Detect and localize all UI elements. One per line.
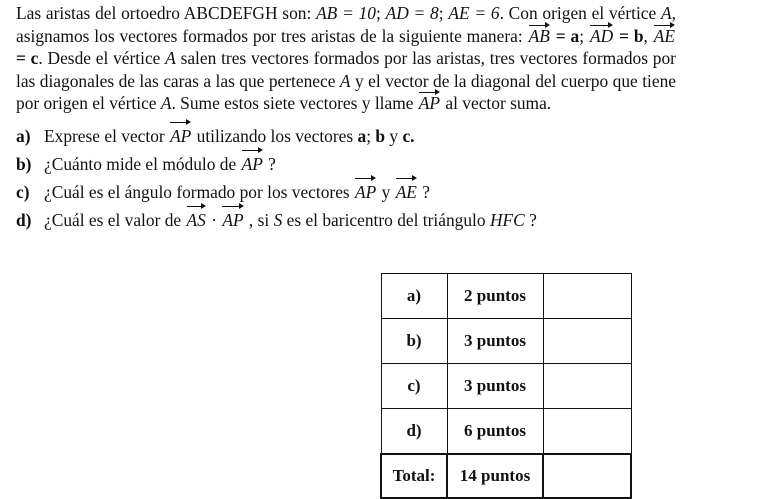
intro-text: , asignamos los vectores formados por tres aristas de la siguiente manera: bbox=[16, 3, 677, 46]
question-text: ? bbox=[263, 153, 276, 174]
score-points: 3 puntos bbox=[447, 364, 543, 409]
vector-ae: AE bbox=[653, 25, 675, 46]
score-part: b) bbox=[381, 319, 447, 364]
vector-ap: AP bbox=[221, 206, 244, 234]
question-text: ¿Cuánto mide el módulo de bbox=[44, 153, 241, 174]
vector-ab: AB bbox=[528, 25, 550, 46]
separator: y bbox=[385, 125, 403, 146]
vector-ae: AE bbox=[395, 178, 418, 206]
table-row bbox=[381, 364, 631, 409]
vertex-label: A bbox=[165, 48, 176, 69]
question-text: es el baricentro del triángulo bbox=[282, 209, 490, 230]
intro-text: y el vector de la diagonal del cuerpo que tiene por origen el vértice bbox=[16, 70, 676, 114]
question-text: ? bbox=[524, 209, 537, 230]
question-label: c) bbox=[16, 181, 30, 202]
problem-paragraph: Las aristas del ortoedro ABCDEFGH son: AB = 10; AD = 8; AE = 6. Con origen el vértice A, asignamos los vectores formados por tres aristas de la siguiente manera: AB = a; AD = b, AE = c. Desde el vértice A salen tres vectores formados por las aristas, tres vectores formados por las diagonales de las caras a las que pertenece A y el vector de la diagonal del cuerpo que tiene por origen el vértice A. Sume estos siete vectores y llame AP al vector suma. bbox=[16, 3, 677, 114]
intro-text: . Desde el vértice bbox=[38, 48, 166, 69]
vector-a: a bbox=[357, 125, 367, 146]
table-row bbox=[381, 409, 631, 455]
triangle-label: HFC bbox=[489, 209, 525, 230]
table-row bbox=[381, 319, 631, 364]
vector-ap: AP bbox=[241, 150, 264, 178]
score-part: a) bbox=[381, 274, 447, 319]
vector-ap: AP bbox=[418, 93, 441, 114]
question-text: , si bbox=[244, 209, 274, 230]
score-points: 2 puntos bbox=[447, 274, 543, 319]
dim-ab: AB = 10 bbox=[316, 3, 376, 23]
score-total-label: Total: bbox=[381, 454, 447, 498]
eq-b: = b bbox=[614, 25, 644, 46]
question-c bbox=[16, 178, 676, 206]
question-d bbox=[16, 206, 676, 234]
score-blank bbox=[543, 319, 631, 364]
question-text: ¿Cuál es el valor de bbox=[44, 209, 186, 230]
question-text: y bbox=[377, 181, 395, 202]
question-text: utilizando los vectores bbox=[192, 125, 358, 146]
dim-ad: AD = 8 bbox=[385, 3, 439, 23]
score-blank bbox=[543, 274, 631, 319]
vertex-label: A bbox=[160, 93, 172, 114]
vector-ap: AP bbox=[169, 122, 192, 150]
question-a bbox=[16, 122, 676, 150]
eq-c: = c bbox=[16, 48, 39, 69]
question-list bbox=[16, 122, 676, 234]
score-table bbox=[380, 273, 632, 499]
question-label: a) bbox=[16, 125, 31, 146]
separator: . bbox=[410, 125, 415, 146]
vector-ap: AP bbox=[354, 178, 377, 206]
point-s: S bbox=[273, 209, 283, 230]
score-points: 3 puntos bbox=[447, 319, 543, 364]
question-text: ¿Cuál es el ángulo formado por los vectores bbox=[44, 181, 355, 202]
score-blank bbox=[543, 364, 631, 409]
separator: ; bbox=[366, 125, 376, 146]
vertex-label: A bbox=[661, 3, 672, 23]
question-label: b) bbox=[16, 153, 32, 174]
dot-operator: · bbox=[206, 209, 222, 230]
intro-text: . Sume estos siete vectores y llame bbox=[171, 93, 418, 114]
question-b bbox=[16, 150, 676, 178]
table-row bbox=[381, 274, 631, 319]
vector-ad: AD bbox=[589, 25, 614, 46]
table-row-total bbox=[381, 454, 631, 498]
score-blank bbox=[543, 409, 631, 455]
score-points: 6 puntos bbox=[447, 409, 543, 455]
intro-text: Las aristas del ortoedro ABCDEFGH son: bbox=[16, 3, 317, 23]
score-part: d) bbox=[381, 409, 447, 455]
question-label: d) bbox=[16, 209, 32, 230]
vector-c: c bbox=[402, 125, 411, 146]
score-part: c) bbox=[381, 364, 447, 409]
score-total-points: 14 puntos bbox=[447, 454, 543, 498]
question-text: Exprese el vector bbox=[44, 125, 170, 146]
intro-text: al vector suma. bbox=[441, 93, 552, 114]
eq-a: = a bbox=[550, 25, 580, 46]
vertex-label: A bbox=[339, 70, 351, 91]
vector-as: AS bbox=[186, 206, 207, 234]
vector-b: b bbox=[375, 125, 386, 146]
intro-text: salen tres vectores formados por las aristas, tres vectores formados por las diagonales de las caras a las que pertenece bbox=[16, 48, 676, 91]
question-text: ? bbox=[417, 181, 431, 202]
score-blank bbox=[543, 454, 631, 498]
dim-ae: AE = 6 bbox=[448, 3, 500, 23]
problem-statement bbox=[16, 2, 676, 234]
intro-text: . Con origen el vértice bbox=[499, 3, 662, 23]
